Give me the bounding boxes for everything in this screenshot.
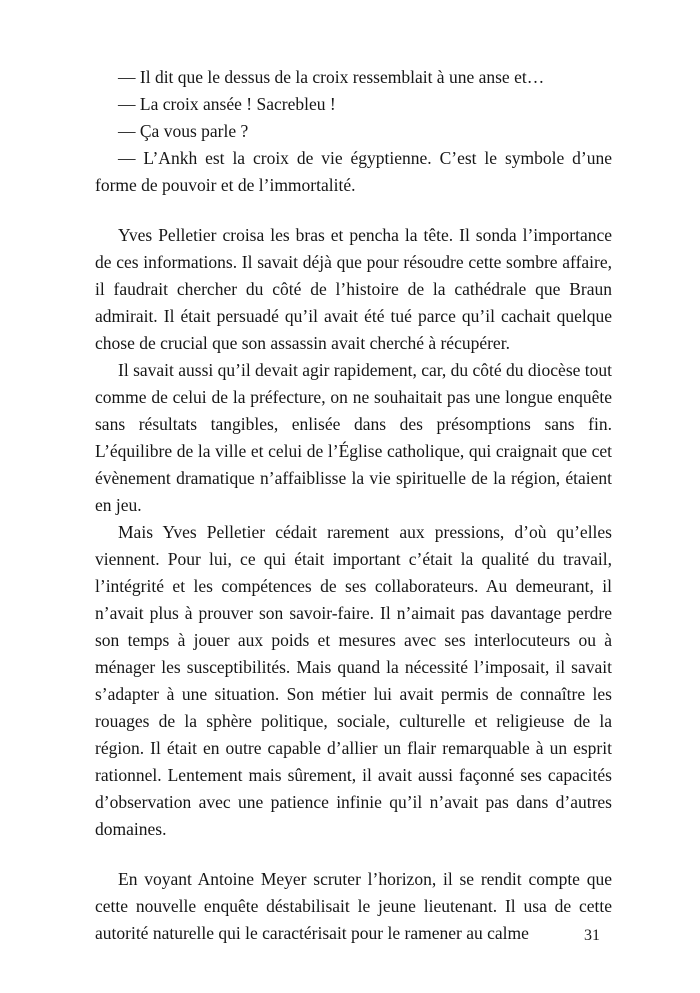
body-paragraph: Il savait aussi qu’il devait agir rapidement, car, du côté du diocèse tout comme de celui de la préfecture, on ne souhaitait pas une longue enquête sans résultats tangibles, enlisée dans des présomptions sans fin. L’équilibre de la ville et celui de l’Église catholique, qui craignait que cet évènement dramatique n’affaiblisse la vie spirituelle de la région, étaient en jeu.	[95, 360, 612, 515]
dialogue-line: — La croix ansée ! Sacrebleu !	[118, 94, 336, 114]
dialogue-line: — Il dit que le dessus de la croix ressemblait à une anse et…	[118, 67, 545, 87]
body-paragraph: Mais Yves Pelletier cédait rarement aux pressions, d’où qu’elles viennent. Pour lui, ce qui était important c’était la qualité du travail, l’intégrité et les compétences de ses collaborateurs. Au demeurant, il n’avait plus à prouver son savoir-faire. Il n’aimait pas davantage perdre son temps à jouer aux poids et mesures avec ses interlocuteurs ou à ménager les susceptibilités. Mais quand la nécessité l’imposait, il savait s’adapter à une situation. Son métier lui avait permis de connaître les rouages de la sphère politique, sociale, culturelle et religieuse de la région. Il était en outre capable d’allier un flair remarquable à un esprit rationnel. Lentement mais sûrement, il avait aussi façonné ses capacités d’observation avec une patience infinie qu’il n’avait pas dans d’autres domaines.	[95, 522, 612, 839]
dialogue-line: — Ça vous parle ?	[118, 121, 249, 141]
page-text-block	[95, 64, 612, 947]
dialogue-line: — L’Ankh est la croix de vie égyptienne. C’est le symbole d’une forme de pouvoir et de l’immortalité.	[95, 148, 612, 195]
body-paragraph: Yves Pelletier croisa les bras et pencha la tête. Il sonda l’importance de ces informations. Il savait déjà que pour résoudre cette sombre affaire, il faudrait chercher du côté de l’histoire de la cathédrale que Braun admirait. Il était persuadé qu’il avait été tué parce qu’il cachait quelque chose de crucial que son assassin avait cherché à récupérer.	[95, 225, 612, 353]
body-paragraph: En voyant Antoine Meyer scruter l’horizon, il se rendit compte que cette nouvelle enquête déstabilisait le jeune lieutenant. Il usa de cette autorité naturelle qui le caractérisait pour le ramener au calme	[95, 869, 612, 943]
page-number: 31	[584, 927, 600, 944]
